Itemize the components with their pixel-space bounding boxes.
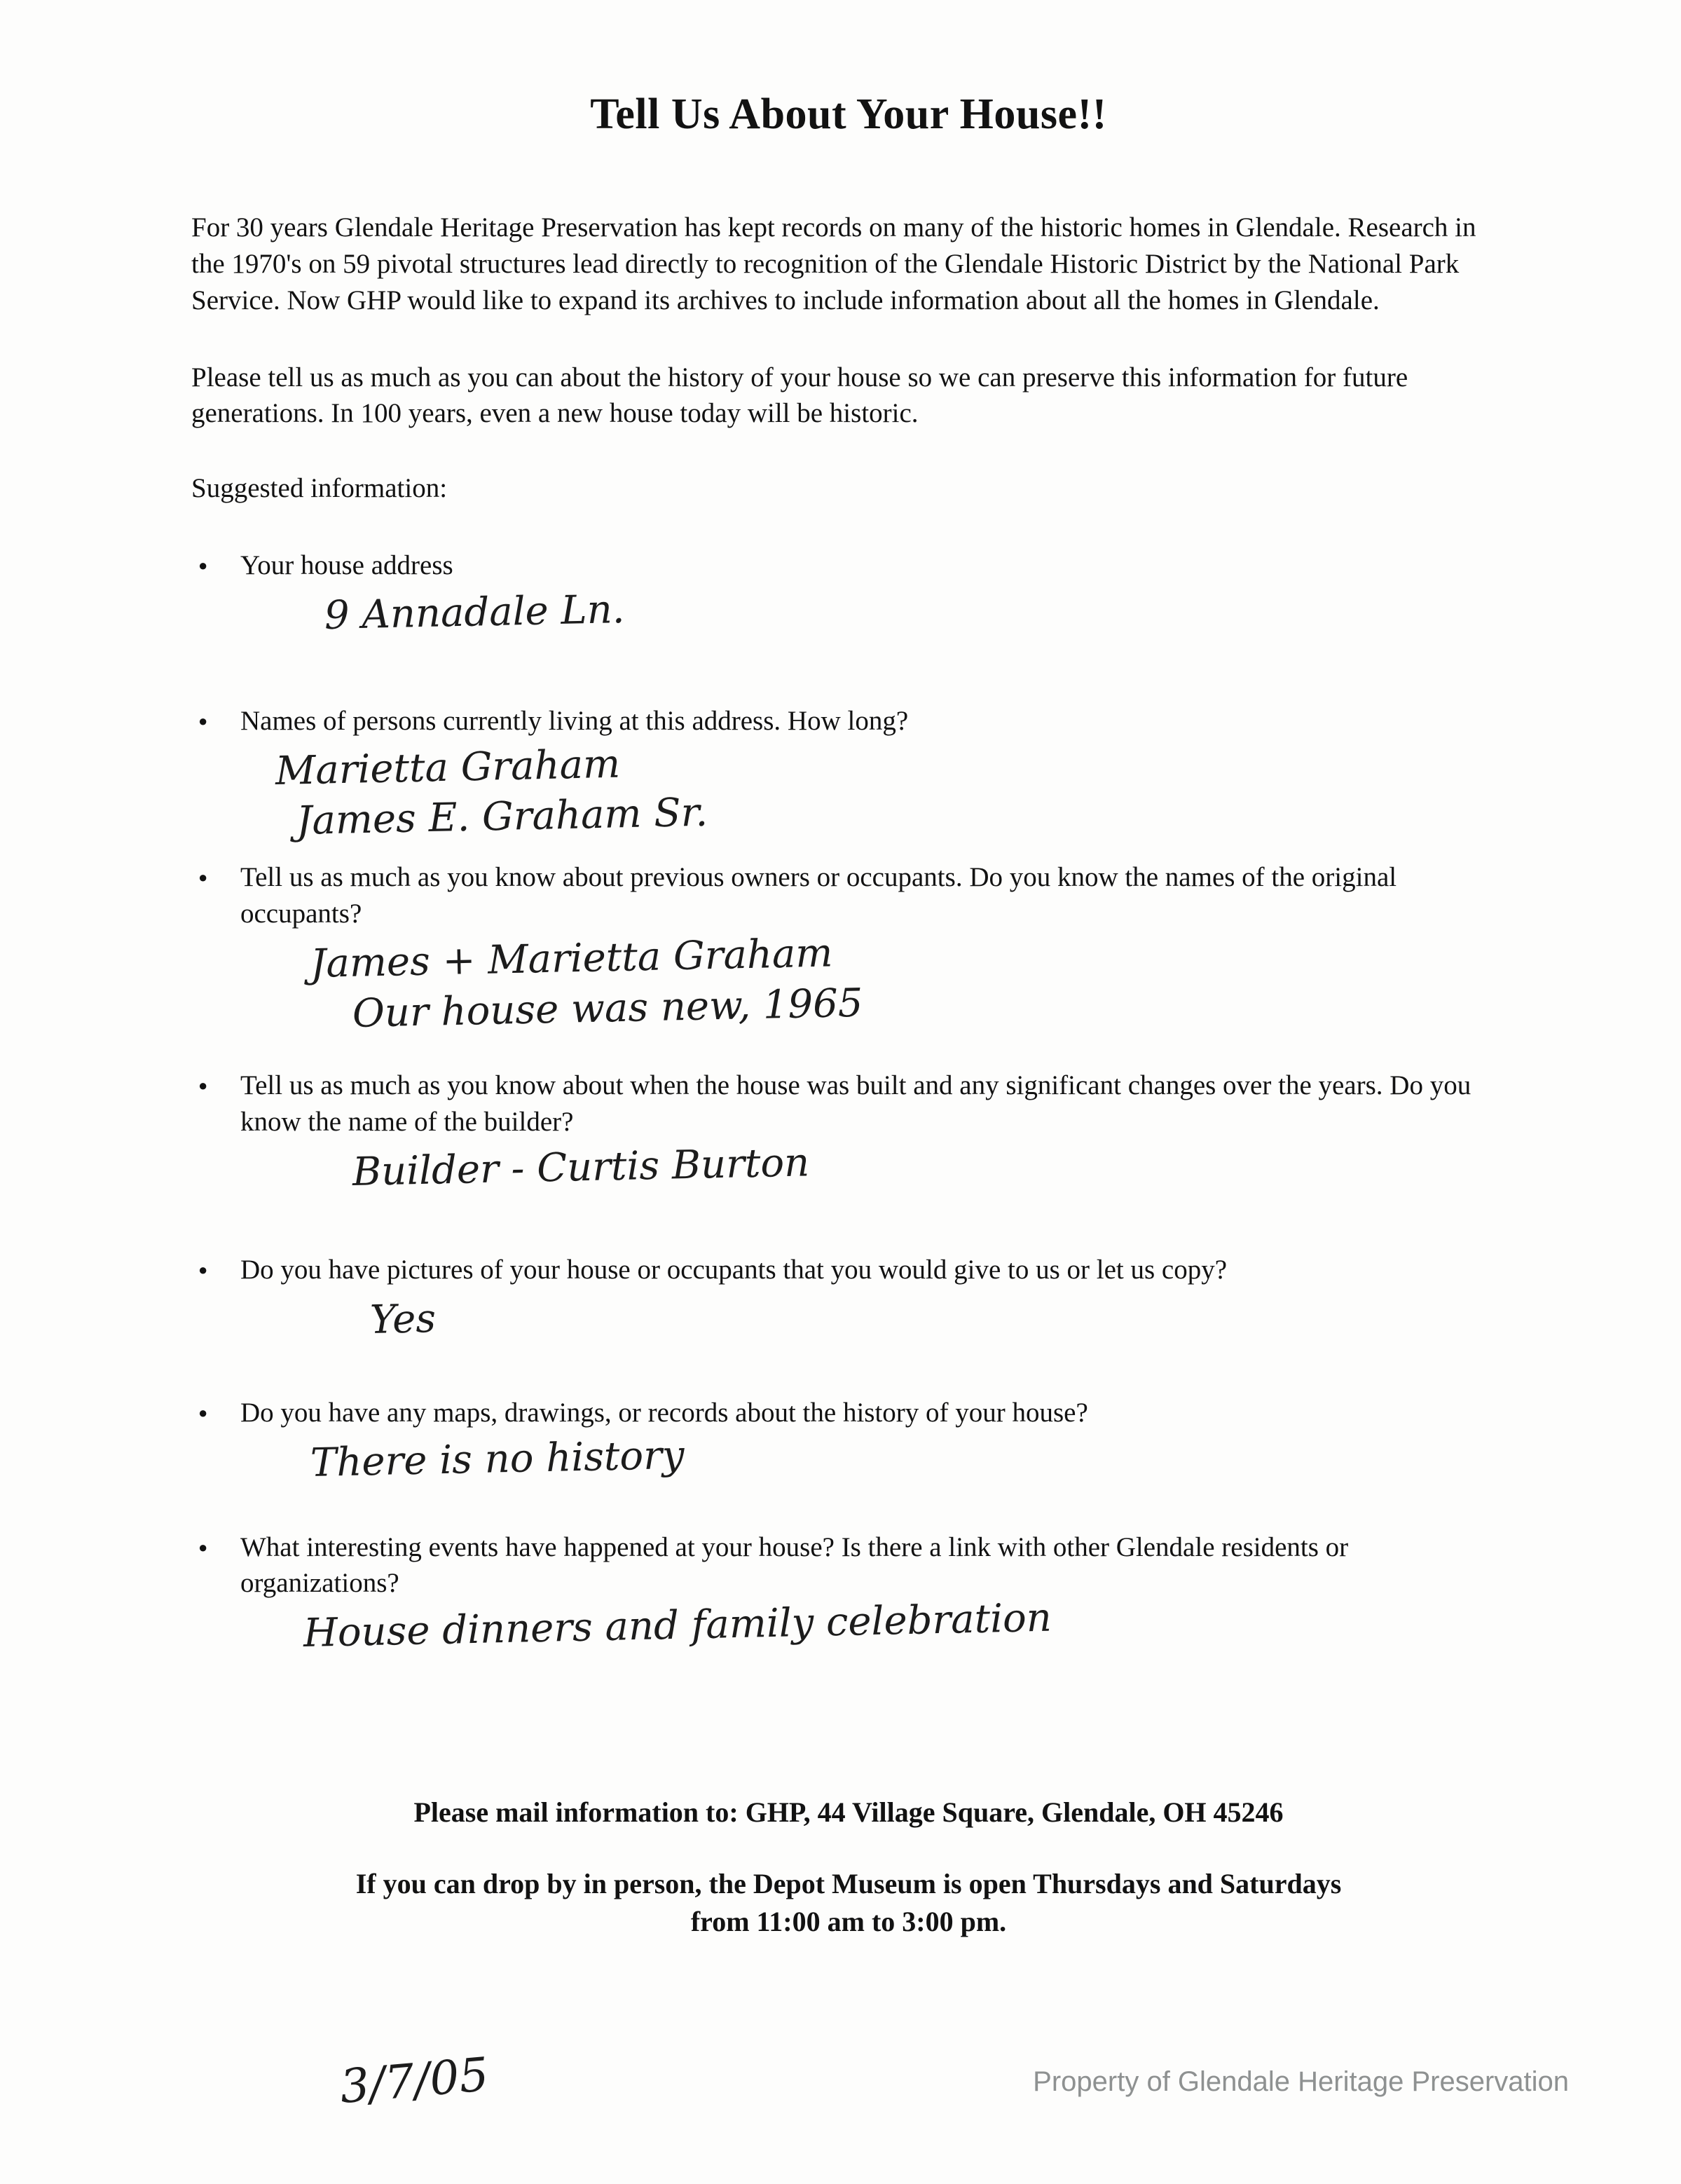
handwritten-answer: James E. Graham Sr. xyxy=(296,790,708,845)
question-item-house-built xyxy=(191,1067,1506,1197)
question-text: ● Your house address xyxy=(240,550,453,581)
question-text: ● Do you have pictures of your house or occupants that you would give to us or let us copy? xyxy=(240,1255,1228,1285)
question-text: ● Tell us as much as you know about previous owners or occupants. Do you know the names of the original occupants? xyxy=(240,862,1397,929)
question-item-pictures xyxy=(191,1252,1506,1346)
question-item-current-residents xyxy=(191,703,1506,847)
question-item-interesting-events xyxy=(191,1529,1506,1659)
handwritten-answer: 9 Annadale Ln. xyxy=(324,587,626,639)
question-text: ● Do you have any maps, drawings, or records about the history of your house? xyxy=(240,1398,1088,1428)
suggested-information-label: Suggested information: xyxy=(191,473,448,504)
mail-information-line: Please mail information to: GHP, 44 Village Square, Glendale, OH 45246 xyxy=(413,1796,1284,1828)
question-item-previous-owners xyxy=(191,859,1506,1039)
handwritten-answer: Yes xyxy=(369,1296,437,1344)
question-text: ● Names of persons currently living at this address. How long? xyxy=(240,705,909,736)
handwritten-answer: Our house was new, 1965 xyxy=(352,981,864,1037)
intro-paragraph-2: Please tell us as much as you can about the history of your house so we can preserve this information for future generations. In 100 years, even a new house today will be historic. xyxy=(191,362,1408,429)
question-item-maps-records xyxy=(191,1395,1506,1489)
intro-paragraph-1: For 30 years Glendale Heritage Preservation has kept records on many of the historic homes in Glendale. Research in the 1970's on 59 pivotal structures lead directly to recognition of the Glendale Historic District by the National Park Service. Now GHP would like to expand its archives to include information about all the homes in Glendale. xyxy=(191,212,1476,315)
question-text: ● Tell us as much as you know about when the house was built and any significant changes over the years. Do you know the name of the builder? xyxy=(240,1070,1471,1137)
property-watermark: Property of Glendale Heritage Preservation xyxy=(1033,2066,1569,2097)
handwritten-answer: James + Marietta Graham xyxy=(310,930,834,987)
handwritten-answer: Builder - Curtis Burton xyxy=(352,1140,810,1195)
question-list xyxy=(191,547,1506,1659)
question-item-house-address xyxy=(191,547,1506,641)
handwritten-answer: There is no history xyxy=(310,1432,685,1486)
page-title: Tell Us About Your House!! xyxy=(590,90,1107,138)
visit-information-line: If you can drop by in person, the Depot Museum is open Thursdays and Saturdays from 11:00 am to 3:00 pm. xyxy=(355,1867,1342,1937)
question-text: ● What interesting events have happened at your house? Is there a link with other Glendale residents or organizations? xyxy=(240,1531,1349,1599)
handwritten-answer: Marietta Graham xyxy=(275,741,621,794)
handwritten-date: 3/7/05 xyxy=(338,2047,491,2115)
handwritten-answer: House dinners and family celebration xyxy=(303,1595,1052,1657)
